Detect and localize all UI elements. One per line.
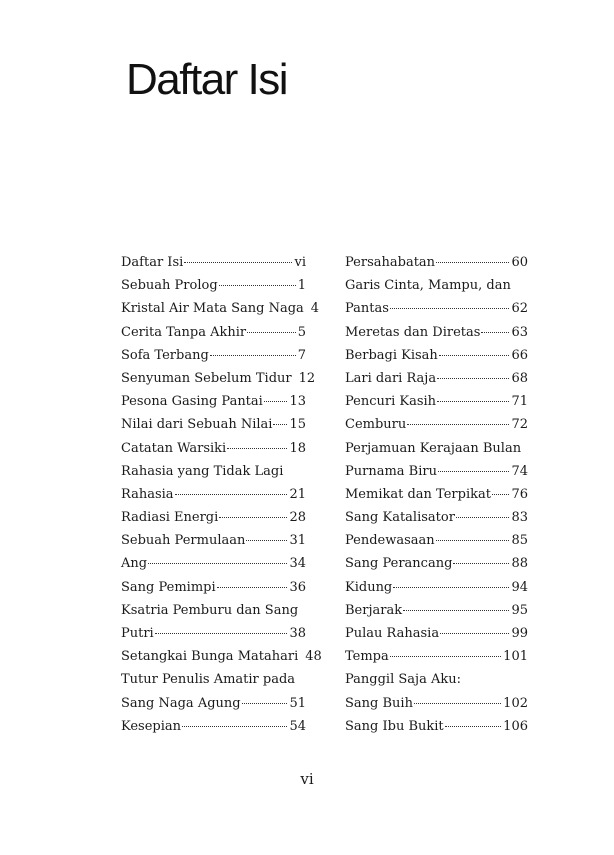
toc-entry: [345, 645, 528, 668]
toc-entry-page: 74: [511, 463, 528, 479]
dot-leader: [407, 423, 509, 425]
toc-entry-title: Kidung: [345, 579, 393, 595]
toc-entry-page: 94: [511, 579, 528, 595]
dot-leader: [246, 539, 287, 541]
toc-entry-title: Pulau Rahasia: [345, 626, 440, 642]
dot-leader: [219, 284, 296, 286]
toc-entry-page: 15: [289, 417, 306, 433]
toc-entry-title: Kesepian: [121, 718, 182, 734]
toc-entry: [345, 344, 528, 367]
dot-leader: [481, 331, 509, 333]
toc-entry-title: Lari dari Raja: [345, 370, 437, 386]
toc-entry: [121, 367, 316, 390]
dot-leader: [403, 609, 509, 611]
toc-column-right: [345, 251, 528, 738]
toc-entry-title: Kristal Air Mata Sang Naga: [121, 301, 304, 317]
toc-entry-page: 85: [511, 533, 528, 549]
toc-entry-page: 68: [511, 370, 528, 386]
dot-leader: [247, 331, 296, 333]
dot-leader: [456, 516, 510, 518]
toc-entry-page: 13: [289, 394, 306, 410]
dot-leader: [219, 516, 287, 518]
toc-entry-title-line: Panggil Saja Aku:: [345, 672, 461, 688]
toc-entry-title: Cerita Tanpa Akhir: [121, 324, 247, 340]
toc-entry-page: 72: [511, 417, 528, 433]
toc-entry-page: 1: [297, 278, 306, 294]
toc-entry-title: Purnama Biru: [345, 463, 437, 479]
toc-entry: [345, 552, 528, 575]
page-title: Daftar Isi: [126, 55, 288, 104]
toc-entry-page: 106: [503, 718, 528, 734]
toc-entry-title: Sebuah Prolog: [121, 278, 218, 294]
toc-entry-page: 18: [289, 440, 306, 456]
toc-entry: [121, 668, 306, 714]
dot-leader: [155, 632, 288, 634]
toc-entry: [121, 413, 306, 436]
dot-leader: [148, 562, 287, 564]
toc-entry-page: 63: [511, 324, 528, 340]
toc-entry: [345, 599, 528, 622]
toc-entry-page: 60: [511, 255, 528, 270]
toc-entry-title: Ang: [121, 556, 148, 572]
dot-leader: [414, 702, 501, 704]
toc-entry-page: 34: [289, 556, 306, 572]
toc-entry-title: Senyuman Sebelum Tidur: [121, 370, 292, 386]
dot-leader: [184, 261, 292, 263]
toc-entry-title: Sang Ibu Bukit: [345, 718, 444, 734]
dot-leader: [439, 354, 510, 356]
toc-entry-page: 83: [511, 510, 528, 526]
toc-entry: [121, 645, 322, 668]
toc-entry-title: Berjarak: [345, 602, 403, 618]
toc-column-left: [121, 251, 322, 738]
dot-leader: [299, 656, 303, 657]
toc-entry: [121, 552, 306, 575]
dot-leader: [293, 378, 297, 379]
toc-entry-title-line: Rahasia yang Tidak Lagi: [121, 463, 284, 479]
toc-entry-title-line: Garis Cinta, Mampu, dan: [345, 278, 511, 294]
dot-leader: [227, 447, 287, 449]
toc-entry-page: 12: [298, 370, 316, 386]
dot-leader: [492, 493, 510, 495]
toc-entry-title: Sebuah Permulaan: [121, 533, 246, 549]
toc-entry-page: 102: [503, 695, 528, 711]
toc-entry-page: 66: [511, 347, 528, 363]
dot-leader: [390, 655, 501, 657]
toc-entry: [121, 599, 306, 645]
toc-entry: [345, 715, 528, 738]
toc-entry-page: 36: [289, 579, 306, 595]
toc-entry-page: 54: [289, 718, 306, 734]
toc-entry-title: Radiasi Energi: [121, 510, 219, 526]
toc-entry: [345, 274, 528, 320]
toc-entry: [345, 390, 528, 413]
toc-entry-title: Sang Pemimpi: [121, 579, 216, 595]
toc-entry-page: 99: [511, 626, 528, 642]
toc-entry: [345, 367, 528, 390]
dot-leader: [390, 307, 510, 309]
toc-entry-title: Rahasia: [121, 486, 174, 502]
toc-entry: [121, 390, 306, 413]
toc-entry-title: Persahabatan: [345, 255, 436, 270]
toc-entry: [345, 622, 528, 645]
dot-leader: [264, 400, 288, 402]
dot-leader: [305, 308, 309, 309]
toc-entry-page: 28: [289, 510, 306, 526]
toc-entry: [345, 483, 528, 506]
toc-entry: [345, 529, 528, 552]
dot-leader: [436, 261, 509, 263]
toc-entry: [345, 321, 528, 344]
toc-entry-title: Sang Naga Agung: [121, 695, 241, 711]
toc-entry: [121, 576, 306, 599]
dot-leader: [453, 562, 509, 564]
toc-entry: [121, 437, 306, 460]
dot-leader: [436, 539, 510, 541]
toc-entry-page: 4: [310, 301, 320, 317]
toc-entry: [345, 413, 528, 436]
toc-entry: [345, 576, 528, 599]
toc-entry-title: Pendewasaan: [345, 533, 435, 549]
toc-entry-page: 31: [289, 533, 306, 549]
toc-entry-page: 48: [305, 649, 322, 665]
toc-entry-page: 95: [511, 602, 528, 618]
toc-entry: [121, 506, 306, 529]
toc-entry-title: Meretas dan Diretas: [345, 324, 481, 340]
toc-entry-page: vi: [294, 255, 306, 270]
toc-entry-page: 101: [503, 649, 528, 665]
dot-leader: [175, 493, 288, 495]
toc-entry-page: 5: [297, 324, 306, 340]
toc-entry-title-line: Ksatria Pemburu dan Sang: [121, 602, 299, 618]
toc-entry-title: Pencuri Kasih: [345, 394, 437, 410]
toc-entry-page: 21: [289, 486, 306, 502]
toc-entry-page: 62: [511, 301, 528, 317]
dot-leader: [437, 377, 509, 379]
toc-entry-page: 88: [511, 556, 528, 572]
toc-entry-title: Cemburu: [345, 417, 407, 433]
toc-entry-title: Nilai dari Sebuah Nilai: [121, 417, 273, 433]
toc-entry-title: Sang Katalisator: [345, 510, 455, 526]
dot-leader: [437, 400, 509, 402]
toc-entry-title: Memikat dan Terpikat: [345, 486, 491, 502]
dot-leader: [210, 354, 296, 356]
toc-entry-title: Pantas: [345, 301, 389, 317]
toc-entry-title: Sofa Terbang: [121, 347, 209, 363]
toc-entry: [121, 715, 306, 738]
toc-entry: [345, 668, 528, 714]
dot-leader: [438, 470, 509, 472]
dot-leader: [242, 702, 288, 704]
toc-entry-title: Sang Perancang: [345, 556, 453, 572]
dot-leader: [273, 423, 287, 425]
toc-entry: [121, 460, 306, 506]
toc-entry-title: Putri: [121, 626, 154, 642]
dot-leader: [182, 725, 287, 727]
toc-entry-title-line: Tutur Penulis Amatir pada: [121, 672, 296, 688]
toc-entry: [345, 437, 528, 483]
toc-entry-title: Tempa: [345, 649, 389, 665]
toc-entry: [121, 274, 306, 297]
toc-entry-title: Pesona Gasing Pantai: [121, 394, 263, 410]
toc-entry-title: Sang Buih: [345, 695, 413, 711]
toc-entry-title: Daftar Isi: [121, 255, 184, 270]
toc-entry-title: Setangkai Bunga Matahari: [121, 649, 299, 665]
dot-leader: [440, 632, 509, 634]
toc-entry: [121, 297, 320, 320]
toc-entry-title: Berbagi Kisah: [345, 347, 438, 363]
page-number: vi: [300, 770, 314, 788]
toc-entry: [121, 344, 306, 367]
dot-leader: [393, 586, 509, 588]
toc-entry: [121, 529, 306, 552]
toc-entry-title-line: Perjamuan Kerajaan Bulan: [345, 440, 522, 456]
toc-entry-page: 38: [289, 626, 306, 642]
toc-entry-page: 7: [297, 347, 306, 363]
toc-entry: [121, 321, 306, 344]
toc-entry-page: 71: [511, 394, 528, 410]
toc-entry: [345, 506, 528, 529]
toc-entry-page: 76: [511, 486, 528, 502]
toc-entry: [345, 251, 528, 274]
toc-entry: [121, 251, 306, 274]
toc-entry-page: 51: [289, 695, 306, 711]
dot-leader: [217, 586, 288, 588]
dot-leader: [445, 725, 502, 727]
toc-entry-title: Catatan Warsiki: [121, 440, 227, 456]
